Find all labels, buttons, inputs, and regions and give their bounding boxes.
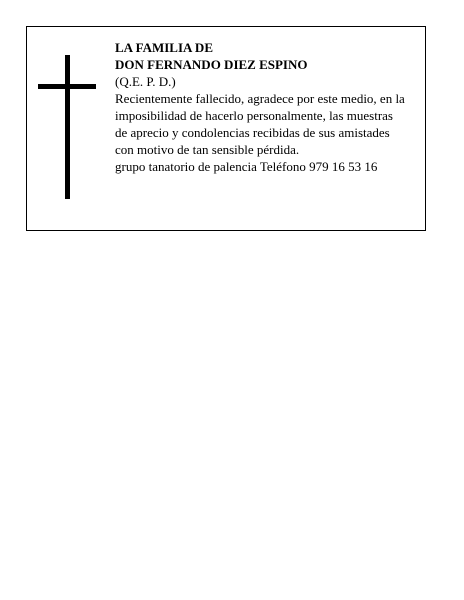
cross-vertical-bar [65,55,70,199]
notice-text [115,39,421,175]
family-heading: LA FAMILIA DE [115,40,213,55]
deceased-name: DON FERNANDO DIEZ ESPINO [115,57,308,72]
body-line: de aprecio y condolencias recibidas de sus amistades [115,125,390,140]
funeral-home-contact: grupo tanatorio de palencia Teléfono 979 16 53 16 [115,159,378,174]
body-line: imposibilidad de hacerlo personalmente, las muestras [115,108,393,123]
cross-horizontal-bar [38,84,96,89]
body-line: con motivo de tan sensible pérdida. [115,142,300,157]
body-line: Recientemente fallecido, agradece por este medio, en la [115,91,405,106]
rip-line: (Q.E. P. D.) [115,74,176,89]
obituary-notice [26,26,426,231]
